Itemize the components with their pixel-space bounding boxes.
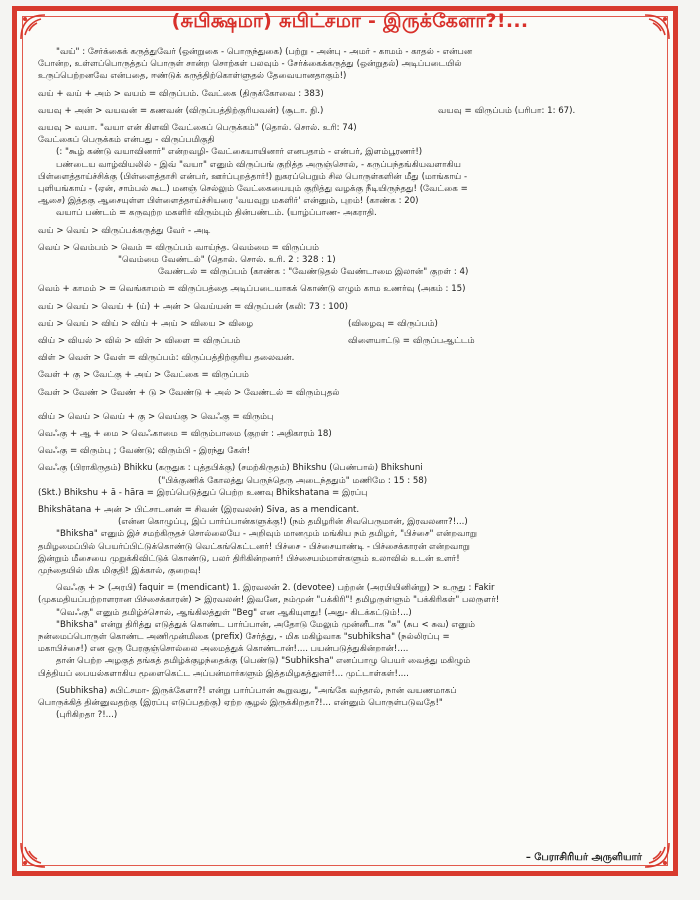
- text-line: வெஃகு + ஆ + மை > வெஃகாமை = விரும்பாமை (குறள் : அதிகாரம் 18): [38, 429, 332, 440]
- text-line: வெம் + காமம் > = வெங்காமம் = விருப்பத்தை அடிப்படையாகக் கொண்டு எழும் காம உணர்வு (அகம் : 15): [38, 284, 466, 295]
- text-line: வய் > வெய் > விய் > விய் + அய் > வியை > விழை: [38, 318, 254, 329]
- text-line: வெஃகு (பிராகிருதம்) Bhikku (கருதுக : புத்தபிக்கு) (சமற்கிருதம்) Bhikshu (பெண்பால்) Bhikshuni: [38, 463, 423, 474]
- text-line: (: "கூழ் கண்டு வயாவினார்" என்றவழி- வேட்கையாயினார் எனபதாம் - என்பர், இளம்பூரணர்!): [56, 147, 423, 158]
- text-line: (Skt.) Bhikshu + ā - hāra = இரப்பெடுத்துப் பெற்ற உணவு Bhikshatana = இரப்பு: [38, 487, 368, 498]
- text-line: முந்தையில் மிக மிகுதி! இக்கால், குறைவு!: [38, 566, 202, 577]
- text-line: வயவு = விருப்பம் (பரிபா: 1: 67).: [438, 105, 576, 116]
- text-line: (என்ன கொழுப்பு, இப் பார்ப்பான்களுக்கு!) (நம் தமிழரின் சிவபெருமான், இரவலனா?!...): [118, 517, 468, 528]
- text-line: இன்றும் மீசையை முறுக்கிவிட்டுக் கொண்டு, பலர் திரிகின்றனர்! பிச்சையம்மாள்களும் உலாவில் உடன் உளர்!: [38, 553, 460, 564]
- text-line: விய் > வியல் > வில் > விள் > விளை = விருப்பம்: [38, 336, 241, 347]
- text-line: வெய் > வெம்பம் > வெம் = விருப்பம் வாய்ந்த. வெம்மை = விருப்பம்: [38, 242, 320, 253]
- text-line: (விழைவு = விருப்பம்): [348, 318, 438, 329]
- text-row: [38, 105, 648, 117]
- corner-ornament-icon: [643, 841, 671, 869]
- text-line: பித்தியப் பையல்களாகிய மூளைகெட்ட அப்பன்மார்களும் இத்தமிழகத்துளர்!... முட்டாள்கள்!....: [38, 668, 409, 679]
- corner-ornament-icon: [19, 841, 47, 869]
- author-signature: – பேராசிரியர் அருளியார்: [525, 852, 642, 863]
- text-line: வேண்டல் = விருப்பம் (காண்க : "வேண்டுதல் வேண்டாமை இலான்" குறள் : 4): [158, 267, 469, 278]
- text-line: ("பிக்குணிக் கோலத்து பெருந்தெரு அடைந்ததும்" மணிமே : 15 : 58): [158, 475, 428, 486]
- text-line: "வய்" : சேர்க்கைக் கருத்துவேர் (ஒன்றுகை - பொருந்துகை) (பற்று - அன்பு - அமர் - காமம் - காதல் - என்பன: [56, 47, 473, 57]
- text-line: விளையாட்டு = விருப்பஆட்டம்: [348, 336, 475, 347]
- article-body: [38, 46, 648, 722]
- text-row: [38, 318, 648, 330]
- text-line: வய் > வெய் > வெய் + (ய்) + அன் > வெய்யன் = விருப்பன் (கலி: 73 : 100): [38, 301, 348, 312]
- text-line: தமிழமைப்பில் பெயர்ப்பிட்டுக்கொண்டு வெட்கங்கெட்டனர்! பிச்சை - பிச்சையாண்டி - பிச்சைக்காரன் என்றவாறு: [38, 541, 470, 552]
- text-line: வய் + வய் + அம் > வயம் = விருப்பம். வேட்கை (திருக்கோவை : 383): [38, 88, 324, 99]
- text-line: வயவு > வயா. "வயா என் கிளவி வேட்கைப் பெருக்கம்" (தொல். சொல். உரி: 74): [38, 123, 357, 133]
- text-line: (புரிகிறதா ?!...): [56, 710, 118, 721]
- text-row: [38, 335, 648, 347]
- text-line: வயாப் பண்டம் = கருவுற்ற மகளிர் விரும்பும் தின்பண்டம். (யாழ்ப்பாண- அகராதி.: [56, 208, 377, 219]
- text-line: வெஃகு = விரும்பு ; வேண்டு; விரும்பி - இரந்து கேள்!: [38, 446, 251, 457]
- text-line: ஆசை) இத்தகு ஆசையுள்ள பிள்ளைத்தாய்ச்சியரை 'வயவுறு மகளிர்' என்னும், புறம்! (காண்க : 20): [38, 196, 419, 207]
- text-line: புளியங்காய் - (ஏன், சாம்பல் கூட) மனஞ் செல்லும் வேட்கையையும் குறித்து வழக்கு நீடியிருந்தது! (வேட்கை =: [38, 184, 468, 195]
- text-line: (Subhiksha) சுபிட்சமா- இருக்கேளா?! என்று பார்ப்பான் கூறுவது, "அங்கே வந்தால், நான் வயணமாகப்: [56, 685, 457, 696]
- page-title: (சுபிக்ஷமா) சுபிட்சமா - இருக்கேளா?!...: [171, 10, 529, 32]
- text-line: வெஃகு + > (அரபி) faquir = (mendicant) 1. இரவலன் 2. (devotee) பற்றன் (அரபியினின்று) > உருது : Fakir: [56, 583, 495, 594]
- text-line: வேட்கைப் பெருக்கம் என்பது - விருப்பமிகுதி: [38, 135, 215, 146]
- text-line: வயவு + அன் > வயவன் = கணவன் (விருப்பத்திற்குரியவன்) (சூடா. நி.): [38, 105, 324, 116]
- text-line: பிள்ளைத்தாய்ச்சிக்கு (பிள்ளைத்தாசி என்பர், ஊர்ப்புறத்தார்!) நுகரப்பெறும் சில பொருள்களின் மீது (மாங்காய் -: [38, 171, 468, 182]
- text-line: வேள் > வேண் > வேண் + டு > வேண்டு + அல் > வேண்டல் = விரும்புதல்: [38, 387, 340, 398]
- text-line: "Bhiksha" எனும் இச் சமற்கிருதச் சொல்லையே - அறிவும் மானமும் மங்கிய நம் தமிழர், "பிச்சை" என்றவாறு: [56, 529, 478, 540]
- text-line: நன்மைப்பொருள் கொண்ட அணிமுன்மிகை (prefix) சேர்த்து, - மிக மகிழ்வாக "subhiksha" (நல்லிரப்பு =: [38, 632, 450, 643]
- text-line: (முகமதியப்பற்றாளரான பிச்சைக்காரன்) > இரவலன்! இவனே, நம்முன் "பக்கிரி"! தமிழருள்ளும் "பக்கிரிகள்" பலருளர்!: [38, 595, 500, 606]
- text-line: Bhikshātana + அன் > பிட்சாடனன் = சிவன் (இரவலன்) Siva, as a mendicant.: [38, 505, 360, 516]
- text-line: வேள் + கு > வேட்கு + அய் > வேட்கை = விருப்பம்: [38, 370, 249, 381]
- text-line: பொருக்கித் தின்னுவதற்கு (இரப்பு எடுப்பதற்கு) ஏற்ற சூழல் இருக்கிறதா?!... என்னும் பொருள்படுவதே!": [38, 698, 443, 709]
- text-line: தான் பெற்ற அழகுத் தங்கத் தமிழ்க்குழந்தைக்கு (பெண்டு) "Subhiksha" எனப்பாழு பெயர் வைத்து மகிழும்: [56, 656, 471, 667]
- text-line: "வெம்மை வேண்டல்" (தொல். சொல். உரி. 2 : 328 : 1): [118, 255, 336, 266]
- text-line: வய் > வெய் > விருப்பக்கருத்து வேர் - அடி: [38, 225, 211, 236]
- text-line: உருப்பெற்றனவே என்பதை, ஈண்டுக் கருத்திற்கொள்ளுதல் தேவையானதாகும்!): [38, 71, 347, 82]
- text-line: விள் > வெள் > வேள் = விருப்பம்: விருப்பத்திற்குரிய தலைவன்.: [38, 353, 295, 364]
- text-line: விய் > வெய் > வெய் + கு > வெய்கு > வெஃகு = விரும்பு: [38, 411, 274, 422]
- text-line: பண்டைய வாழ்வியலில் - இவ் "வயா" எனும் விருப்பங் குறித்த அருஞ்சொல், - கருப்பந்தங்கியவளாகிய: [56, 159, 461, 170]
- text-line: "Bhiksha" என்று திரித்து எடுத்துக் கொண்ட பார்ப்பான், அதோடு மேலும் முன்னீடாக "சு" (சுப < சுவ) எனும்: [56, 619, 475, 630]
- text-line: போன்ற, உள்ளப்பொருத்தப் பொருள் சான்ற சொற்கள் பலவும் - சேர்க்கைக்கருத்து (ஒன்றுதல்) அடிப்படையில்: [38, 59, 462, 70]
- text-line: மகாபிச்சை!) என ஒரு பேரகுஞ்சொல்லை அமைத்துக் கொண்டான்!.... பயன்படுத்துகின்றான்!....: [38, 644, 409, 655]
- text-line: "வெஃகு" எனும் தமிழ்ச்சொல், ஆங்கிலத்துள் "Beg" என ஆகியுளது! (அது- கிடக்கட்டும்!...): [56, 607, 412, 618]
